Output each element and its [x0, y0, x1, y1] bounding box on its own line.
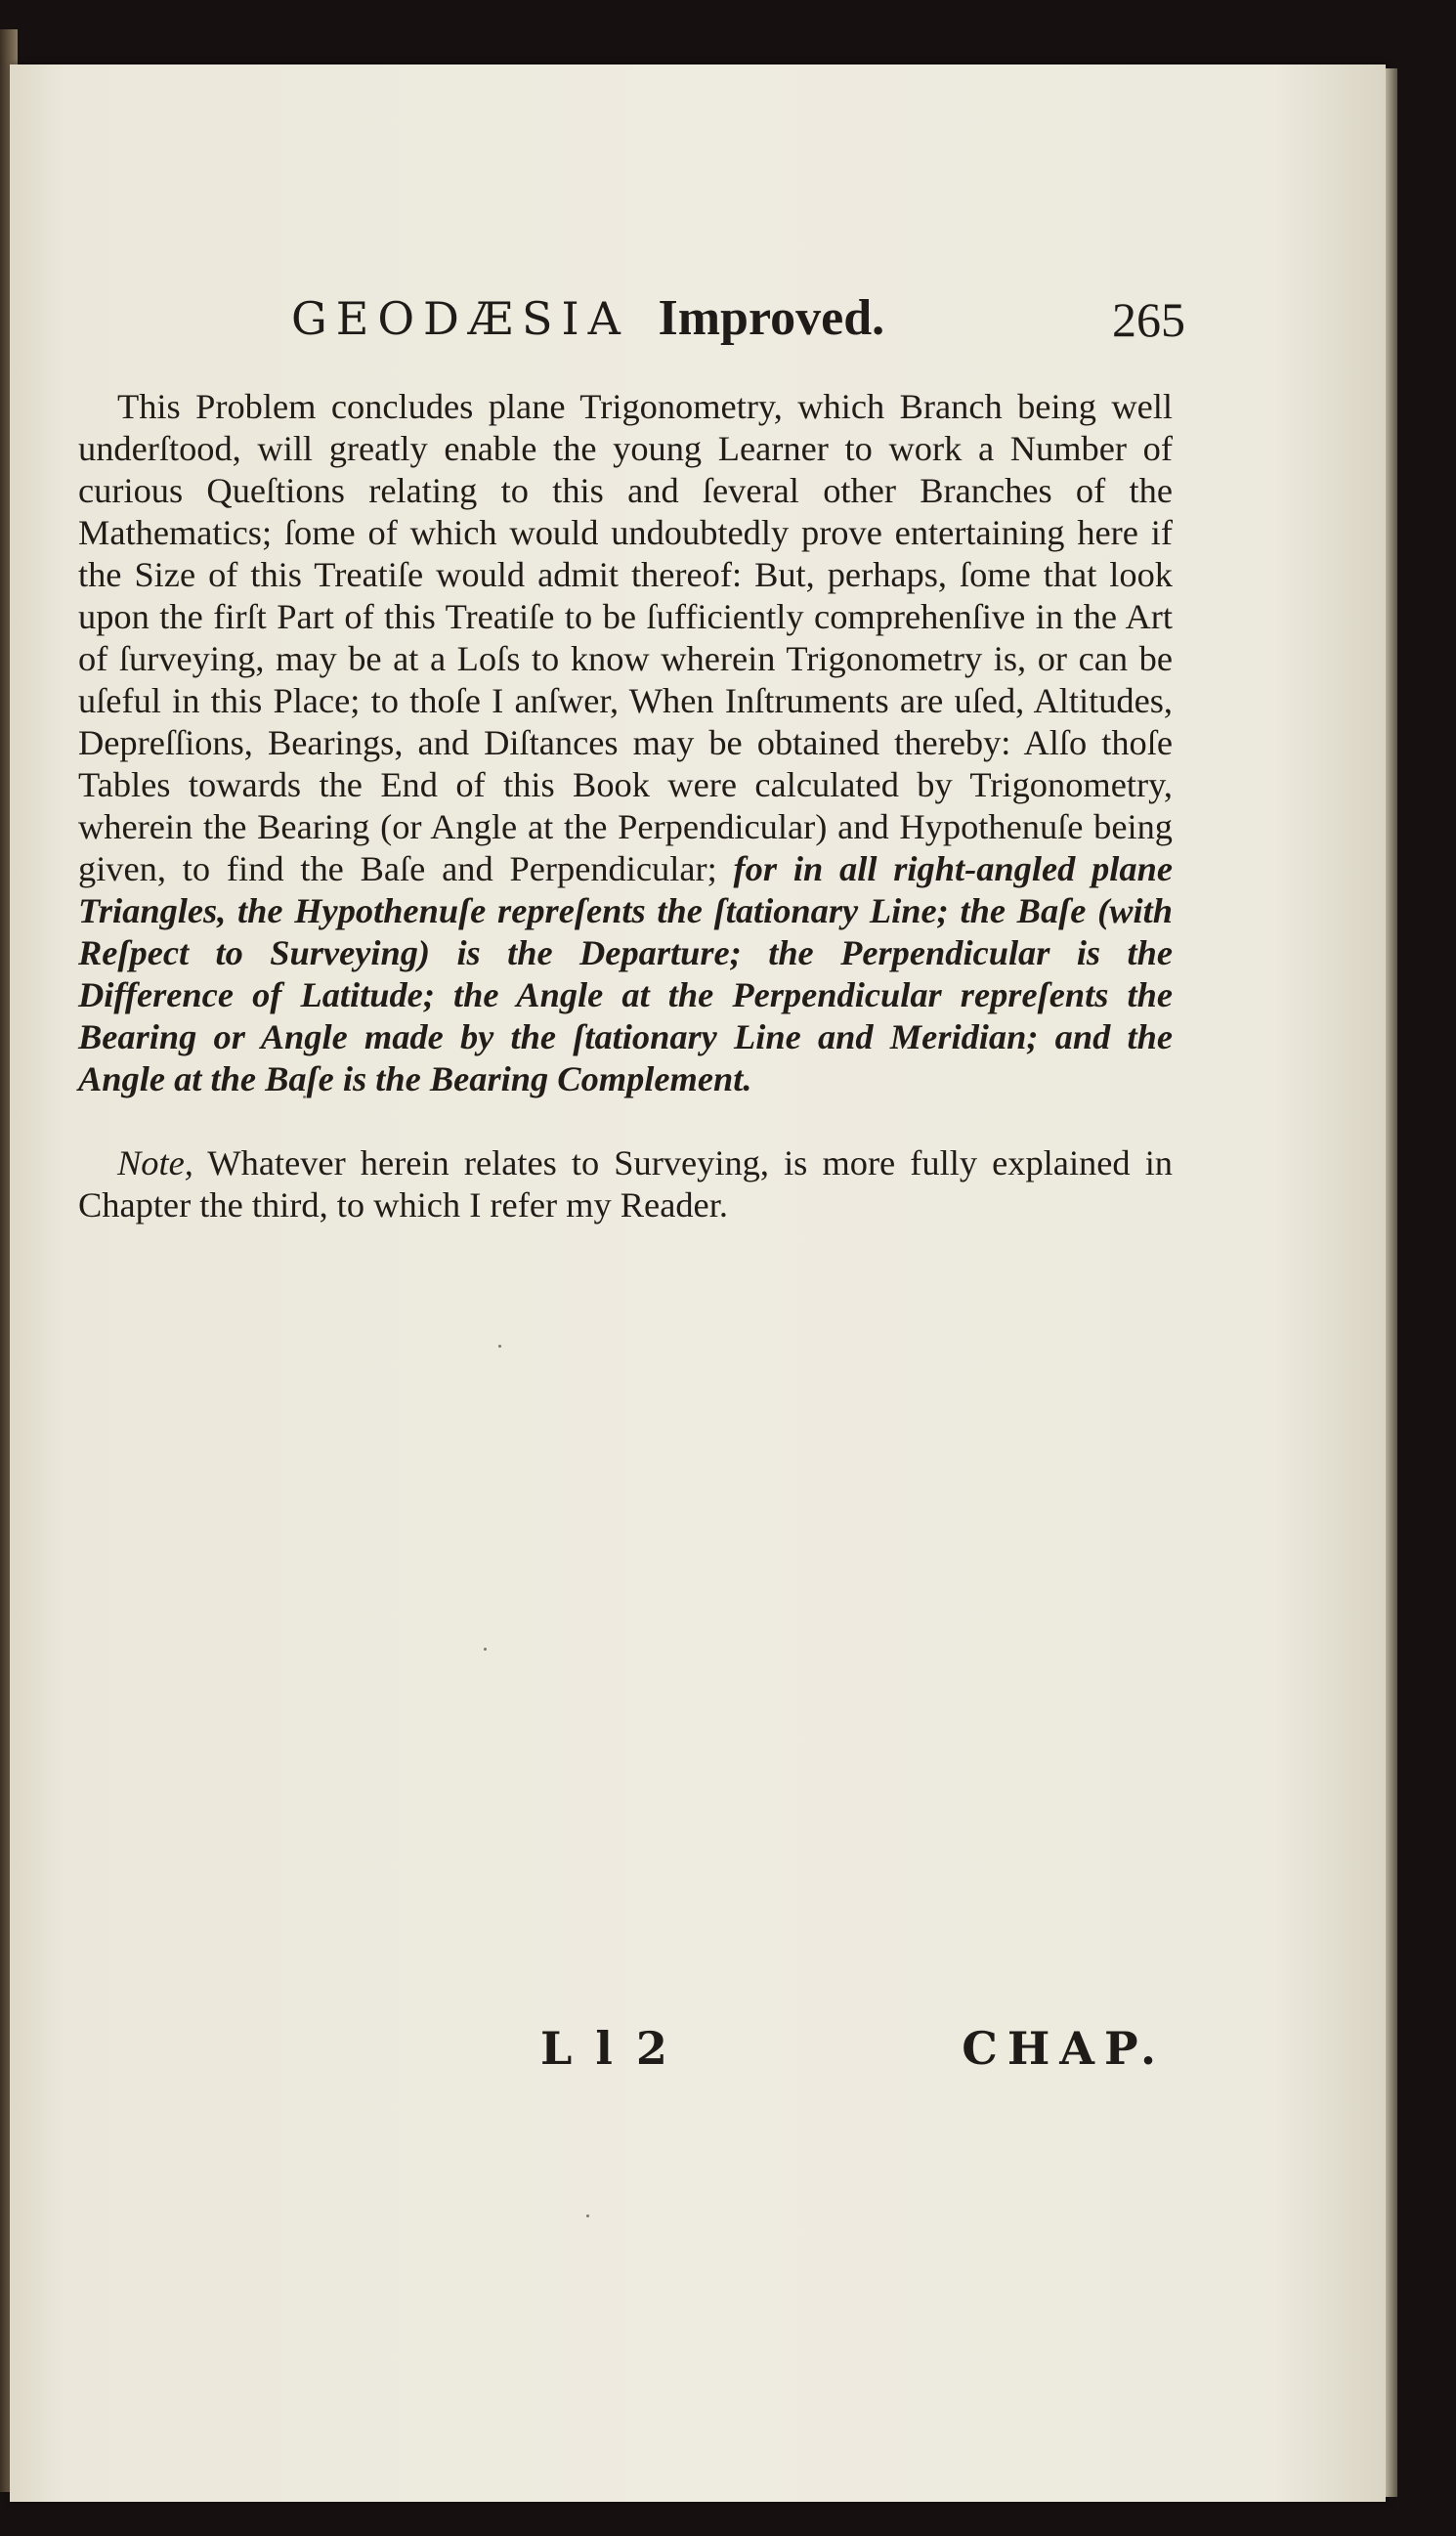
paragraph-italic: for in all right-angled plane Triangles, the Hypothenuſe repreſents the ſtationary Line; the Baſe (with Reſpect to Surveying) is the Departure; the Perpendicular is the Difference of Latitude; the Angle at the Perpendicular repreſents the Bearing or Angle made by the ſtationary Line and Meridian; and the Angle at the Baſe is the Bearing Complement.: [78, 849, 1174, 1098]
paper-speck: [498, 1345, 501, 1348]
body-text: [78, 386, 1173, 1226]
paper-speck: [586, 2214, 589, 2217]
page-stack-edge: [1386, 68, 1397, 2497]
note-paragraph: [78, 1142, 1173, 1226]
paper-speck: [484, 1648, 487, 1651]
running-title: [291, 289, 884, 347]
page-number: 265: [1112, 292, 1185, 347]
running-title-main: GEODÆSIA: [291, 292, 629, 345]
paragraph-main: [78, 386, 1173, 1100]
catchword: CHAP.: [962, 2022, 1166, 2075]
page-footer: [540, 2022, 1166, 2081]
note-label: Note,: [117, 1143, 193, 1182]
running-header: [291, 289, 1185, 358]
note-text: Whatever herein relates to Surveying, is more fully explained in Chapter the third, to which I refer my Reader.: [78, 1143, 1173, 1225]
paragraph-roman: This Problem concludes plane Trigonometry, which Branch being well underſtood, will greatly enable the young Learner to work a Number of curious Queſtions relating to this and ſeveral other Branches of the Mathematics; ſome of which would undoubtedly prove entertaining here if the Size of this Treatiſe would admit thereof: But, perhaps, ſome that look upon the firſt Part of this Treatiſe to be ſufficiently comprehenſive in the Art of ſurveying, may be at a Loſs to know wherein Trigonometry is, or can be uſeful in this Place; to thoſe I anſwer, When Inſtruments are uſed, Altitudes, Depreſſions, Bearings, and Diſtances may be obtained thereby: Alſo thoſe Tables towards the End of this Book were calculated by Trigonometry, wherein the Bearing (or Angle at the Perpendicular) and Hypothenuſe being given, to find the Baſe and Perpendicular;: [78, 387, 1173, 888]
running-title-subword: Improved.: [658, 290, 885, 346]
signature-mark: L l 2: [540, 2022, 671, 2075]
